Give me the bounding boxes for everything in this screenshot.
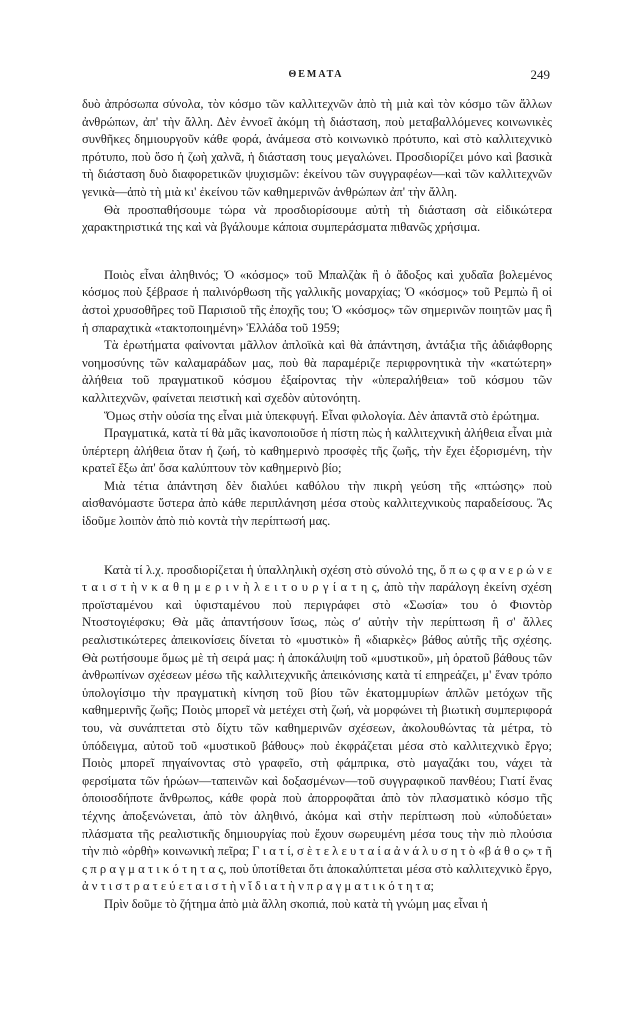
paragraph: Πραγματικά, κατὰ τί θὰ μᾶς ἱκανοποιοῦσε ἡ πίστη πὼς ἡ καλλιτεχνικὴ ἀλήθεια εἶναι μιὰ ὑπέρτερη ἀλήθεια ὅταν ἡ ζωή, τὸ καθημερινὸ προσφὲς τῆς ζωῆς, τὴν ἔχει ἐξορισμένη, τὴν κρατεῖ ἔξω ἀπ' ὅσα καλύπτουν τὸν καθημερινὸ βίο; (82, 426, 552, 476)
section-break (82, 237, 552, 267)
paragraph: Μιὰ τέτια ἀπάντηση δὲν διαλύει καθόλου τὴν πικρὴ γεύση τῆς «πτώσης» ποὺ αἰσθανόμαστε ὕστερα ἀπὸ κάθε περιπλάνηση μέσα στοὺς καλλιτεχνικοὺς παραδείσους. Ἂς ἰδοῦμε λοιπὸν ἀπὸ πιὸ κοντὰ τὴν περίπτωσή μας. (82, 478, 552, 529)
paragraph: Κατὰ τί λ.χ. προσδιορίζεται ἡ ὑπαλληλικὴ σχέση στὸ σύνολό της, ὅ π ω ς φ α ν ε ρ ώ ν ε τ α ι σ τ ὴ ν κ α θ η μ ε ρ ι ν ὴ λ ε ι τ ο υ ρ γ ί α τ η ς, ἀπὸ τὴν παράλογη ἐκείνη σχέση προϊσταμένου καὶ ὑφισταμένου ποὺ περιγράφει στὸ «Σωσία» του ὁ Φιοντὸρ Ντοστογιέφσκυ; Θὰ μᾶς ἀπαντήσουν ἴσως, πὼς σ' αὐτὴν τὴν περίπτωση ἢ σ' ἄλλες ρεαλιστικώτερες ἀπεικονίσεις δίνεται τὸ «μυστικὸ» ἢ «διαρκὲς» βάθος αὐτῆς τῆς σχέσης. Θὰ ρωτήσουμε ὅμως μὲ τὴ σειρά μας: ἡ ἀποκάλυψη τοῦ «μυστικοῦ», μὴ ὁρατοῦ βάθους τῶν ἀνθρωπίνων σχέσεων μέσω τῆς καλλιτεχνικῆς ἀπεικόνισης κατὰ τί επηρεάζει, μ' ἕναν τρόπο ὑπολογίσιμο τὴν πραγματικὴ κίνηση τοῦ βίου τῶν ἑκατομμυρίων ἁπλῶν μετόχων τῆς καθημερινῆς ζωῆς; Ποιὸς μπορεῖ νὰ μετέχει στὴ ζωή, νὰ μορφώνει τὴ βιωτικὴ συμπεριφορά του, νὰ συνάπτεται στὸ δίχτυ τῶν καθημερινῶν σχέσεων, ἀκολουθώντας τὰ μέτρα, τὸ ὑπόδειγμα, αὐτοῦ τοῦ «μυστικοῦ βάθους» ποὺ ἐκφράζεται μέσα στὸ καλλιτεχνικὸ ἔργο; Ποιὸς μπορεῖ πηγαίνοντας στὸ γραφεῖο, στὴ φάμπρικα, στὸ μαγαζάκι του, νάχει τὰ φερσίματα τῶν ἡρώων—ταπεινῶν καὶ δοξασμένων—τοῦ συγγραφικοῦ πανθέου; Γιατί ἕνας ὁποιοσδήποτε ἄνθρωπος, κάθε φορὰ ποὺ ἀπορροφᾶται ἀπὸ τὸν πλασματικὸ κόσμο τῆς τέχνης ἀποξενώνεται, ἀπὸ τὸν ἀληθινό, ἀκόμα καὶ στὴν περίπτωση ποὺ «ὑποδύεται» πλάσματα τῆς ρεαλιστικῆς δημιουργίας ποὺ ἔχουν σωρευμένη μέσα τους τὴν πιὸ πλούσια τὴν πιὸ «ὀρθὴ» κοινωνικὴ πεῖρα; Γ ι α τ ί, σ ὲ τ ε λ ε υ τ α ί α ἀ ν ά λ υ σ η τ ὸ «β ά θ ο ς» τ ῆ ς π ρ α γ μ α τ ι κ ό τ η τ α ς, ποὺ ὑποτίθεται ὅτι ἀποκαλύπτεται μέσα στὸ καλλιτεχνικὸ ἔργο, ἀ ν τ ι σ τ ρ α τ ε ύ ε τ α ι σ τ ὴ ν ἴ δ ι α τ ὴ ν π ρ α γ μ α τ ι κ ό τ η τ α; (82, 562, 552, 894)
paragraph: δυὸ ἀπρόσωπα σύνολα, τὸν κόσμο τῶν καλλιτεχνῶν ἀπὸ τὴ μιὰ καὶ τὸν κόσμο τῶν ἄλλων ἀνθρώπων, ἀπ' τὴν ἄλλη. Δὲν ἐννοεῖ ἀκόμη τὴ διάσταση, ποὺ μεταβαλλόμενες κοινωνικὲς συνθῆκες δημιουργοῦν κάθε φορά, ἀνάμεσα στὸ κοινωνικὸ πρότυπο, καὶ στὸ καλλιτεχνικὸ πρότυπο, ποὺ ὅσο ἡ ζωὴ χαλνᾶ, ἡ διάσταση τους μεγαλώνει. Προσδιορίζει μόνο καὶ βασικὰ τὴ διάσταση δυὸ διαφορετικῶν ψυχισμῶν: ἐκείνου τῶν συγγραφέων—καὶ τῶν καλλιτεχνῶν γενικὰ—ἀπὸ τὴ μιὰ κι' ἐκείνου τῶν καθημερινῶν ἀνθρώπων ἀπ' τὴν ἄλλη. (82, 97, 552, 199)
paragraph: Ὅμως στὴν οὐσία της εἶναι μιὰ ὑπεκφυγή. Εἶναι φιλολογία. Δὲν ἀπαντᾶ στὸ ἐρώτημα. (104, 408, 540, 423)
paragraph: Πρὶν δοῦμε τὸ ζήτημα ἀπὸ μιὰ ἄλλη σκοπιά, ποὺ κατὰ τὴ γνώμη μας εἶναι ἡ (104, 896, 488, 911)
paragraph: Θὰ προσπαθήσουμε τώρα νὰ προσδιορίσουμε αὐτὴ τὴ διάσταση σὰ εἰδικώτερα χαρακτηριστικά της καὶ νὰ βγάλουμε κάποια συμπεράσματα πιθανῶς χρήσιμα. (82, 202, 552, 235)
page-header (82, 69, 550, 87)
paragraph: Ποιὸς εἶναι ἀληθινός; Ὁ «κόσμος» τοῦ Μπαλζὰκ ἢ ὁ ἄδοξος καὶ χυδαῖα βολεμένος κόσμος ποὺ ξέβρασε ἡ παλινόρθωση τῆς γαλλικῆς μοναρχίας; Ὁ «κόσμος» τοῦ Ρεμπὼ ἢ οἱ ἀστοὶ χρυσοθῆρες τοῦ Παρισιοῦ τῆς ἐποχῆς του; Ὁ «κόσμος» τῶν σημερινῶν ποιητῶν μας ἢ ἡ σπαραχτικὰ «τακτοποιημένη» Ἑλλάδα τοῦ 1959; (82, 267, 552, 335)
page-number: 249 (530, 67, 550, 82)
section-break (82, 531, 552, 562)
page-body (82, 96, 552, 914)
paragraph: Τὰ ἐρωτήματα φαίνονται μᾶλλον ἁπλοϊκὰ καὶ θὰ ἀπάντηση, ἀντάξια τῆς ἀδιάφθορης νοημοσύνης τῶν καλαμαράδων μας, ποὺ θὰ παραμέριζε περιφρονητικὰ τὴν «κατώτερη» ἀλήθεια τοῦ πραγματικοῦ κόσμου ἐξαίροντας τὴν «ὑπεραλήθεια» τοῦ κόσμου τῶν καλλιτεχνῶν, φαίνεται πειστικὴ καὶ σχεδὸν αὐτονόητη. (82, 338, 552, 405)
running-title: ΘΕΜΑΤΑ (288, 69, 344, 80)
